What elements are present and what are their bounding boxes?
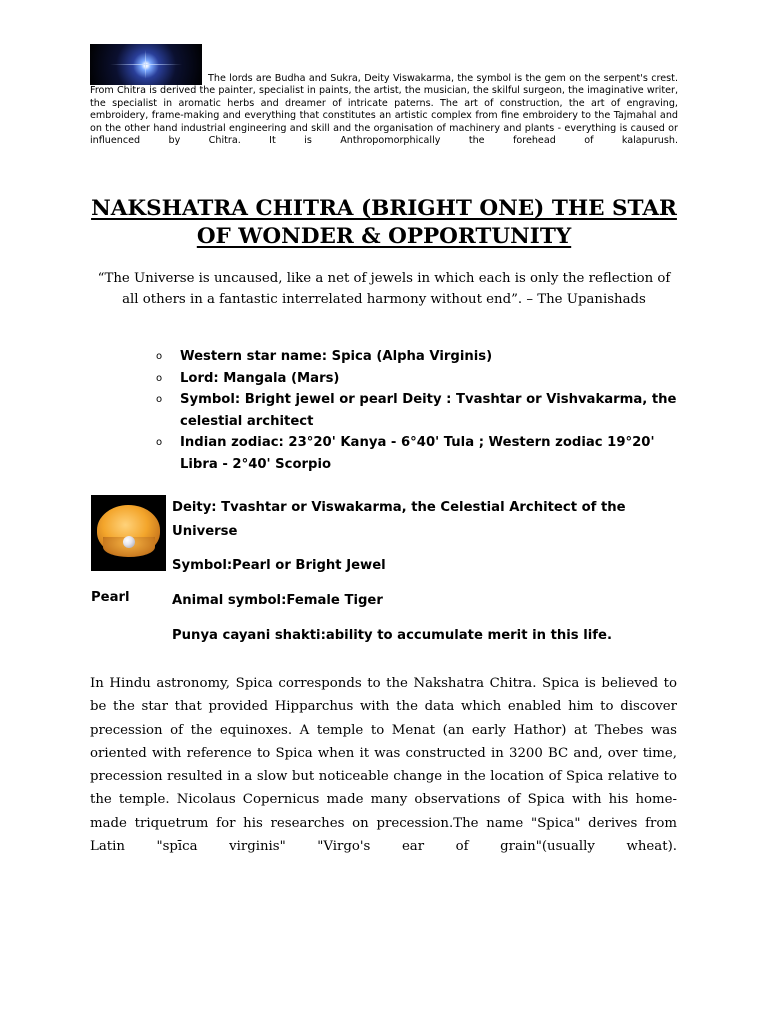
- pearl-shell-image: [91, 495, 166, 571]
- bullet-icon: o: [156, 372, 163, 384]
- upanishads-quote: “The Universe is uncaused, like a net of jewels in which each is only the reflection of all others in a fantastic interrelated harmony without end”. – The Upanishads: [97, 271, 671, 307]
- symbol-line: Symbol:Pearl or Bright Jewel: [172, 558, 386, 573]
- facts-list: [156, 346, 686, 475]
- bullet-icon: o: [156, 437, 163, 448]
- fact-item-lord: [156, 368, 686, 390]
- bullet-icon: o: [156, 394, 163, 405]
- fact-text: Lord: Mangala (Mars): [180, 370, 340, 386]
- star-image: [90, 44, 202, 85]
- intro-paragraph: The lords are Budha and Sukra, Deity Viswakarma, the symbol is the gem on the serpent's crest. From Chitra is derived the painter, specialist in paints, the artist, the musician, the skilful surgeon, the imaginative writer, the specialist in aromatic herbs and dreamer of intricate paterns. The art of construction, the art of engraving, embroidery, frame-making and everything that constitutes an artistic complex from fine embroidery to the Tajmahal and on the other hand industrial engineering and skill and the organisation of machinery and plants - everything is caused or influenced by Chitra. It is Anthropomorphically the forehead of kalapurush.: [90, 73, 678, 147]
- fact-item-symbol: [156, 389, 686, 432]
- fact-text: Symbol: Bright jewel or pearl Deity : Tvashtar or Vishvakarma, the celestial architect: [180, 392, 677, 429]
- fact-item-zodiac: [156, 432, 686, 475]
- pearl-icon: [123, 536, 135, 548]
- intro-section: [90, 44, 678, 147]
- page-title: NAKSHATRA CHITRA (BRIGHT ONE) THE STAR OF WONDER & OPPORTUNITY: [91, 196, 677, 249]
- pearl-caption: Pearl: [91, 590, 130, 605]
- bullet-icon: o: [156, 351, 163, 362]
- deity-details: [172, 496, 672, 643]
- star-flare-vertical: [145, 50, 146, 79]
- animal-symbol-line: Animal symbol:Female Tiger: [172, 593, 383, 608]
- shakti-line: Punya cayani shakti:ability to accumulate merit in this life.: [172, 628, 612, 643]
- body-paragraph: In Hindu astronomy, Spica corresponds to the Nakshatra Chitra. Spica is believed to be the star that provided Hipparchus with the data which enabled him to discover precession of the equinoxes. A temple to Menat (an early Hathor) at Thebes was oriented with reference to Spica when it was constructed in 3200 BC and, over time, precession resulted in a slow but noticeable change in the location of Spica relative to the temple. Nicolaus Copernicus made many observations of Spica with his home-made triquetrum for his researches on precession.The name "Spica" derives from Latin "spīca virginis" "Virgo's ear of grain"(usually wheat).: [90, 676, 677, 855]
- fact-item-western-star: [156, 346, 686, 368]
- fact-text: Western star name: Spica (Alpha Virginis): [180, 349, 493, 364]
- star-flare-horizontal: [110, 64, 182, 65]
- fact-text: Indian zodiac: 23°20' Kanya - 6°40' Tula ; Western zodiac 19°20' Libra - 2°40' Scorpio: [180, 435, 655, 472]
- deity-line: Deity: Tvashtar or Viswakarma, the Celestial Architect of the Universe: [172, 500, 626, 539]
